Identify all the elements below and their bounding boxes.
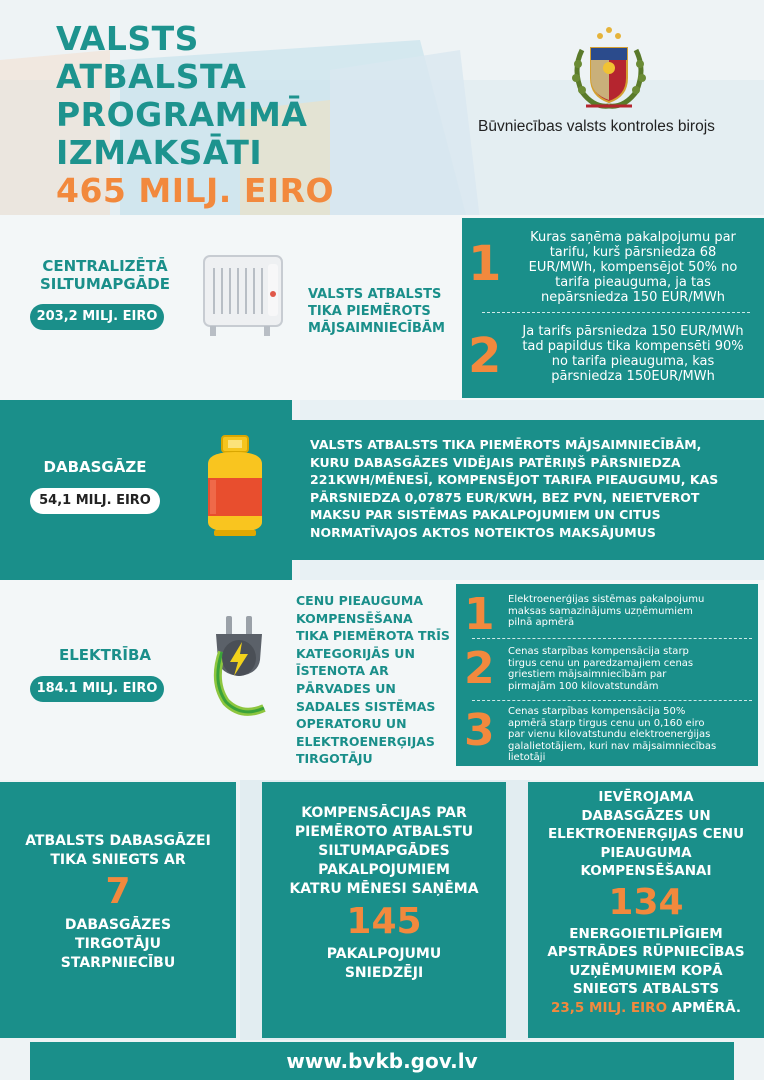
electricity-amount-badge: 184.1 MILJ. EIRO — [30, 676, 164, 702]
electricity-item-2 — [460, 642, 756, 696]
electricity-item-1-number: 1 — [464, 589, 495, 640]
heating-title: CENTRALIZĒTĀ SILTUMAPGĀDE — [39, 257, 171, 293]
heating-item-1-text: Kuras saņēma pakalpojumu par tarifu, kurš pārsniedza 68 EUR/MWh, kompensējot 50% no tarifa pieauguma, ja tas nepārsniedza 150 EUR/MWh — [528, 230, 738, 305]
title-line-1: VALSTS — [56, 19, 199, 58]
stat-box-1-number: 7 — [105, 871, 131, 912]
coat-of-arms-icon — [564, 20, 654, 112]
title-amount: 465 MILJ. EIRO — [56, 171, 335, 210]
heating-description: VALSTS ATBALSTS TIKA PIEMĒROTS MĀJSAIMNIECĪBĀM — [308, 287, 445, 336]
radiator-icon — [200, 250, 288, 342]
electricity-divider-2 — [472, 700, 752, 701]
electricity-title: ELEKTRĪBA — [58, 646, 152, 664]
electricity-item-2-number: 2 — [464, 643, 495, 694]
electricity-description: CENU PIEAUGUMA KOMPENSĒŠANA TIKA PIEMĒROTA TRĪS KATEGORIJĀS UN ĪSTENOTA AR PĀRVADES UN SADALES SISTĒMAS OPERATORU UN ELEKTROENERĢIJAS TIRGOTĀJU — [296, 593, 450, 767]
electricity-divider-1 — [472, 638, 752, 639]
stat-box-2-content: KOMPENSĀCIJAS PAR PIEMĒROTO ATBALSTU SILTUMAPGĀDES PAKALPOJUMIEM KATRU MĒNESI SAŅĒMA 145 PAKALPOJUMU SNIEDZĒJI — [262, 804, 506, 983]
heating-item-2 — [466, 320, 762, 386]
electricity-item-3-number: 3 — [464, 705, 495, 756]
heating-item-1 — [466, 226, 762, 304]
electricity-item-1-text: Elektroenerģijas sistēmas pakalpojumu maksas samazinājums uzņēmumiem pilnā apmērā — [508, 594, 705, 628]
heating-amount-badge: 203,2 MILJ. EIRO — [30, 304, 164, 330]
title-line-3: PROGRAMMĀ — [56, 95, 308, 134]
electricity-item-3-text: Cenas starpības kompensācija 50% apmērā starp tirgus cenu un 0,160 eiro par vienu kilovatstundu elektroenerģijas galalietotājiem, kuri nav mājsaimniecības lietotāji — [508, 706, 717, 763]
footer-url-link[interactable]: www.bvkb.gov.lv — [286, 1049, 478, 1073]
heating-item-2-number: 2 — [468, 328, 502, 384]
heating-item-2-text: Ja tarifs pārsniedza 150 EUR/MWh tad papildus tika kompensēti 90% no tarifa pieauguma, kas pārsniedza 150EUR/MWh — [522, 324, 744, 384]
stat-box-2-number: 145 — [346, 901, 422, 942]
title-line-4: IZMAKSĀTI — [56, 133, 263, 172]
electricity-item-3 — [460, 704, 756, 766]
organization-name: Būvniecības valsts kontroles birojs — [478, 118, 715, 135]
gas-title: DABASGĀZE — [43, 458, 147, 476]
gas-description: VALSTS ATBALSTS TIKA PIEMĒROTS MĀJSAIMNIECĪBĀM, KURU DABASGĀZES VIDĒJAIS PATĒRIŅŠ PĀRSNIEDZA 221KWH/MĒNESĪ, KOMPENSĒJOT TARIFA PIEAUGUMU, KAS PĀRSNIEDZA 0,07875 EUR/KWH, BEZ PVN, NEIETVEROT MAKSU PAR SISTĒMAS PAKALPOJUMIEM UN CITUS NORMATĪVAJOS AKTOS NOTEIKTOS MAKSĀJUMUS — [310, 437, 719, 540]
page-title — [56, 20, 334, 210]
stat-box-3-number: 134 — [608, 881, 684, 923]
stat-box-3-amount: 23,5 MILJ. EIRO — [551, 999, 668, 1016]
title-line-2: ATBALSTA — [56, 57, 247, 96]
electricity-item-2-text: Cenas starpības kompensācija starp tirgus cenu un paredzamajiem cenas griestiem mājsaimniecībām par pirmajām 100 kilovatstundām — [508, 646, 694, 692]
electric-plug-icon — [202, 612, 282, 722]
heating-item-1-number: 1 — [468, 236, 502, 292]
stat-box-1-content: ATBALSTS DABASGĀZEI TIKA SNIEGTS AR 7 DABASGĀZES TIRGOTĀJU STARPNIECĪBU — [0, 832, 236, 973]
heating-divider — [482, 312, 750, 313]
gas-amount-badge: 54,1 MILJ. EIRO — [30, 488, 160, 514]
electricity-item-1 — [460, 589, 756, 640]
stat-box-3-content: IEVĒROJAMA DABASGĀZES UN ELEKTROENERĢIJAS CENU PIEAUGUMA KOMPENSĒŠANAI 134 ENERGOIETILPĪGIEM APSTRĀDES RŪPNIECĪBAS UZŅĒMUMIEM KOPĀ SNIEGTS ATBALSTS 23,5 MILJ. EIRO APMĒRĀ. — [528, 788, 764, 1017]
gas-cylinder-icon — [200, 434, 270, 538]
